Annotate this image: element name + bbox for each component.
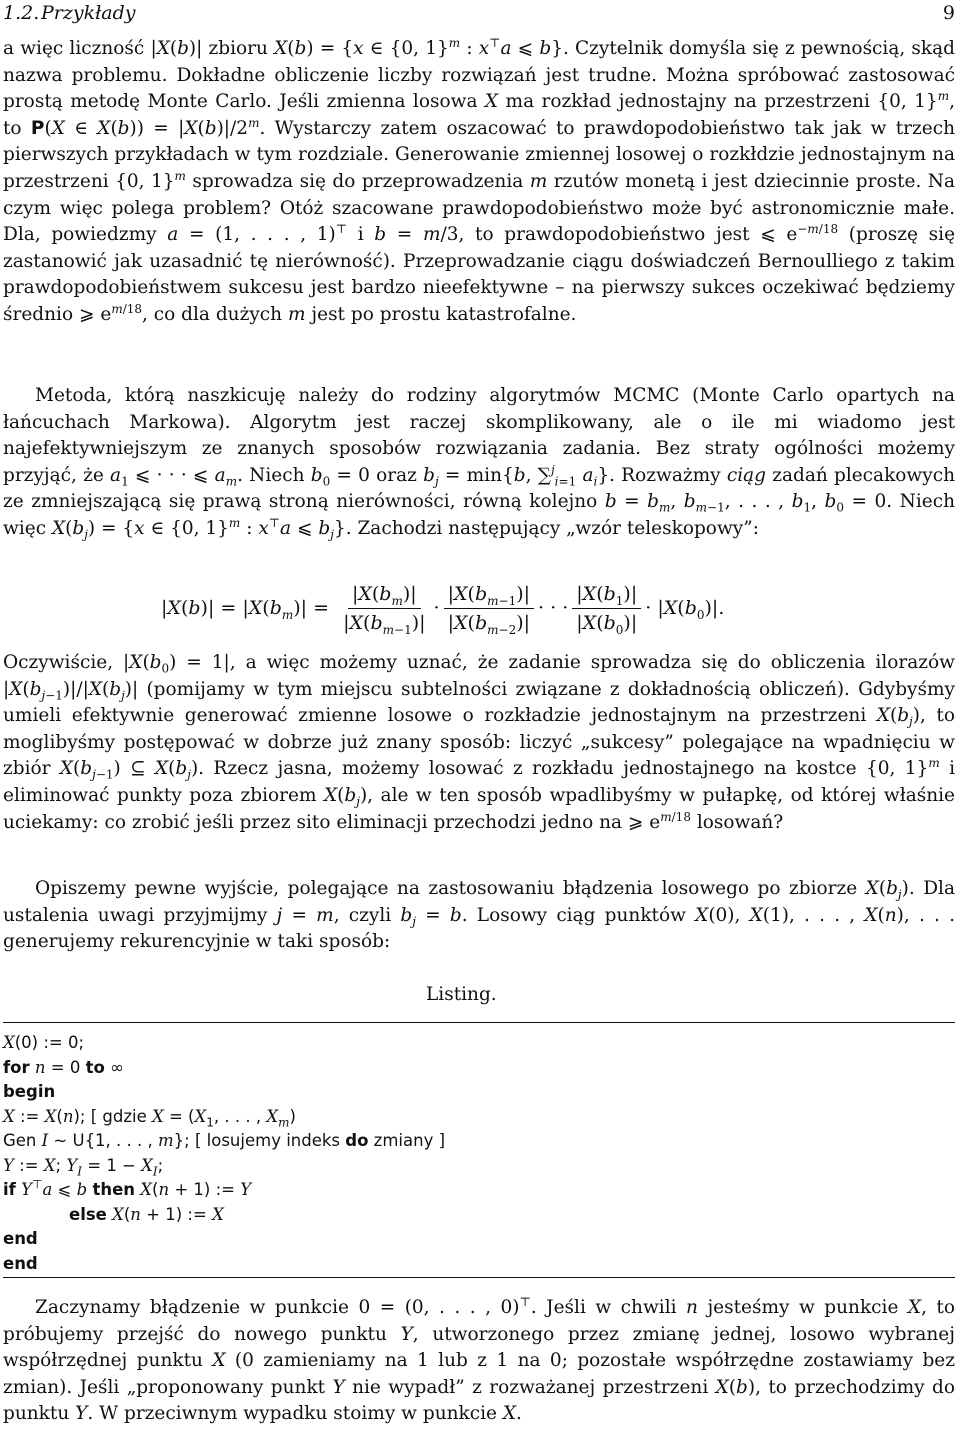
section-number: 1.2.: [3, 2, 40, 24]
listing-bottom-rule: [3, 1277, 955, 1278]
formula-lhs: $|X(b)| = |X(b_m)|$ =: [161, 597, 336, 622]
listing-line: X := X(n); [ gdzie $X = (X_1$, . . . , $X_m$): [3, 1106, 296, 1129]
listing-top-rule: [3, 1022, 955, 1023]
listing-line: end: [3, 1229, 38, 1248]
formula-fraction-3: $\frac{|X(b_1)|}{|X(b_0)|}$: [572, 583, 641, 634]
document-page: [3, 0, 955, 1434]
running-header: [3, 2, 955, 28]
listing-line: Gen I ∼ U{1, . . . , m}; [ losujemy indeks do zmiany ]: [3, 1131, 446, 1150]
listing-line: for n = 0 to ∞: [3, 1057, 124, 1077]
telescoping-formula: $|X(b)| = |X(b_m)|$ = $\frac{|X(b_m)|}{|X(b_{m-1})|}$ · $\frac{|X(b_{m-1})|}{|X(b_{m-2})|}$ · · · $\frac{|X(b_1)|}{|X(b_0)|}$ · $|X(b_0)|$.: [161, 582, 725, 637]
listing-line: else X(n + 1) := X: [69, 1204, 224, 1224]
algorithm-listing: [3, 1031, 955, 1276]
listing-line: begin: [3, 1082, 56, 1101]
paragraph-5: Zaczynamy błądzenie w punkcie 0 = (0, . . . , 0)⊤. Jeśli w chwili n jesteśmy w punkcie X, to próbujemy przejść do nowego punktu Y, utworzonego przez zmianę jednej, losowo wybranej współrzędnej punktu X (0 zamieniamy na 1 lub z 1 na 0; pozostałe współrzędne zostawiamy bez zmian). Jeśli „proponowany punkt Y nie wypadł” z rozważanej przestrzeni X(b), to przechodzimy do punktu Y. W przeciwnym wypadku stoimy w punkcie X.: [3, 1294, 956, 1425]
listing-line: Y := X; $Y_I = 1 - X_I$;: [3, 1155, 164, 1178]
formula-fraction-1: $\frac{|X(b_m)|}{|X(b_{m-1})|}$: [343, 582, 426, 637]
section-title: Przykłady: [41, 2, 136, 24]
page-number: 9: [942, 2, 955, 24]
paragraph-3: Oczywiście, $|X(b_0) = 1|$, a więc możemy uznać, że zadanie sprowadza się do obliczenia ilorazów $|X(b_{j-1})|/|X(b_j)|$ (pomijamy w tym miejscu subtelności związane z dokładnością obliczeń). Gdybyśmy umieli efektywnie generować zmienne losowe o rozkładzie jednostajnym na przestrzeni $X(b_j)$, to moglibyśmy postępować w dobrze już znany sposób: liczyć „sukcesy” polegające na wpadnięciu w zbiór $X(b_{j-1})$ ⊆ $X(b_j)$. Rzecz jasna, możemy losować z rozkładu jednostajnego na kostce {0, 1}$^m$ i eliminować punkty poza zbiorem $X(b_j)$, ale w ten sposób wpadlibyśmy w pułapkę, od której właśnie uciekamy: co zrobić jeśli przez sito eliminacji przechodzi jedno na ⩾ $e^{m/18}$ losowań?: [3, 652, 955, 833]
paragraph-1: a więc liczność |X(b)| zbioru X(b) = {x ∈ {0, 1}$^m$ : x⊤a ⩽ b}. Czytelnik domyśla się z pewnością, skąd nazwa problemu. Dokładne obliczenie liczby rozwiązań jest trudne. Można spróbować zastosować prostą metodę Monte Carlo. Jeśli zmienna losowa X ma rozkład jednostajny na przestrzeni {0, 1}$^m$, to P(X ∈ $X(b)) = |X(b)|/2^m$. Wystarczy zatem oszacować to prawdopodobieństwo tak jak w trzech pierwszych przykładach w tym rozdziale. Generowanie zmiennej losowej o rozkłdzie jednostajnym na przestrzeni {0, 1}$^m$ sprowadza się do przeprowadzenia m rzutów monetą i jest dziecinnie proste. Na czym więc polega problem? Otóż szacowane prawdopodobieństwo może być astronomicznie małe. Dla, powiedzmy a = (1, . . . , 1)⊤ i b = m/3, to prawdopodobieństwo jest ⩽ $e^{-m/18}$ (proszę się zastanowić jak uzasadnić tę nierówność). Przeprowadzanie ciągu doświadczeń Bernoulliego z takim prawdopodobieństwem sukcesu jest bardzo nieefektywne – na pierwszy sukces oczekiwać będziemy średnio ⩾ $e^{m/18}$, co dla dużych m jest po prostu katastrofalne.: [3, 35, 956, 325]
formula-fraction-2: $\frac{|X(b_{m-1})|}{|X(b_{m-2})|}$: [444, 583, 534, 634]
paragraph-2: Metoda, którą naszkicuję należy do rodziny algorytmów MCMC (Monte Carlo opartych na łańcuchach Markowa). Algorytm jest raczej skomplikowany, ale o ile mi wiadomo jest najefektywniejszym ze znanych sposobów rozwiązania zadania. Bez straty ogólności możemy przyjąć, że $a_1$ ⩽ · · · ⩽ $a_m$. Niech $b_0 = 0$ oraz $b_j = \min\{b$, ∑$^j_{i=1}$ $a_i$}. Rozważmy ciąg zadań plecakowych ze zmniejszającą się prawą stroną nierówności, równą kolejno $b = b_m$, $b_{m-1}$, . . . , $b_1$, $b_0 = 0$. Niech więc $X(b_j) = \{x$ ∈ {0, 1}$^m$ : x⊤a ⩽ $b_j$}. Zachodzi następujący „wzór teleskopowy”:: [3, 385, 956, 542]
paragraph-4: Opiszemy pewne wyjście, polegające na zastosowaniu błądzenia losowego po zbiorze $X(b_j)$. Dla ustalenia uwagi przyjmijmy j = m, czyli $b_j = b$. Losowy ciąg punktów X(0), X(1), . . . , X(n), . . . generujemy rekurencyjnie w taki sposób:: [3, 878, 955, 953]
listing-line: X(0) := 0;: [3, 1033, 85, 1052]
listing-line: if Y⊤a ⩽ b then X(n + 1) := Y: [3, 1177, 252, 1199]
listing-line: end: [3, 1253, 38, 1273]
listing-caption: Listing.: [426, 984, 497, 1005]
